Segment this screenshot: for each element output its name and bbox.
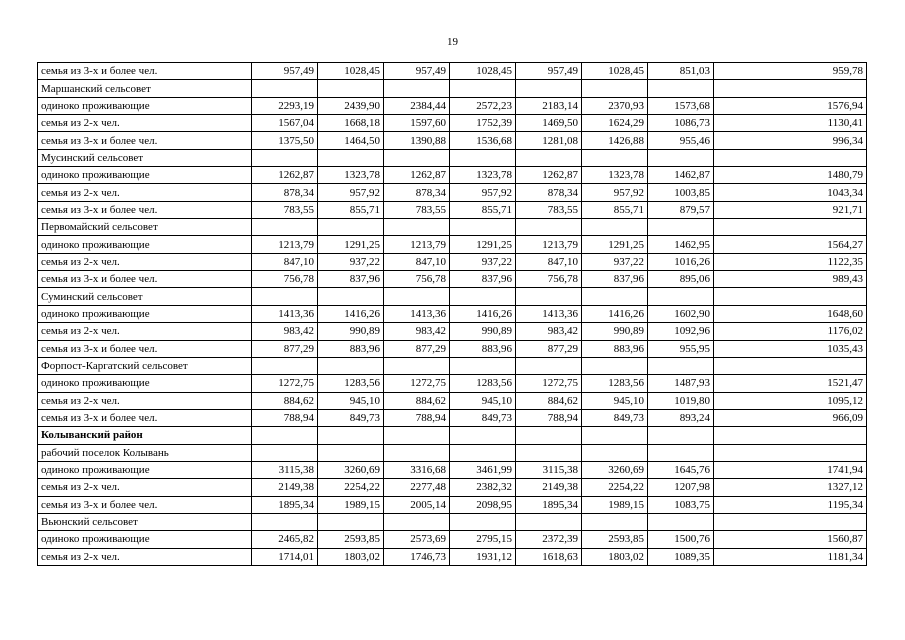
row-label: семья из 3-х и более чел. <box>38 271 252 288</box>
value-cell: 847,10 <box>384 253 450 270</box>
value-cell: 2573,69 <box>384 531 450 548</box>
value-cell: 1746,73 <box>384 548 450 565</box>
value-cell <box>582 357 648 374</box>
section-label: рабочий поселок Колывань <box>38 444 252 461</box>
value-cell: 1500,76 <box>648 531 714 548</box>
value-cell: 957,49 <box>516 63 582 80</box>
table-row <box>38 97 867 114</box>
value-cell: 990,89 <box>582 323 648 340</box>
value-cell: 1122,35 <box>714 253 867 270</box>
row-label: одиноко проживающие <box>38 97 252 114</box>
value-cell: 2254,22 <box>582 479 648 496</box>
value-cell: 1323,78 <box>450 167 516 184</box>
value-cell: 1645,76 <box>648 461 714 478</box>
value-cell <box>582 149 648 166</box>
value-cell: 783,55 <box>516 201 582 218</box>
value-cell: 937,22 <box>582 253 648 270</box>
value-cell: 2183,14 <box>516 97 582 114</box>
value-cell: 2149,38 <box>252 479 318 496</box>
value-cell: 1648,60 <box>714 305 867 322</box>
value-cell <box>648 149 714 166</box>
value-cell <box>648 219 714 236</box>
value-cell: 983,42 <box>384 323 450 340</box>
value-cell: 788,94 <box>516 409 582 426</box>
value-cell <box>450 427 516 444</box>
value-cell: 990,89 <box>318 323 384 340</box>
value-cell <box>450 149 516 166</box>
value-cell: 3461,99 <box>450 461 516 478</box>
value-cell: 1272,75 <box>384 375 450 392</box>
value-cell: 1291,25 <box>318 236 384 253</box>
value-cell: 879,57 <box>648 201 714 218</box>
row-label: семья из 2-х чел. <box>38 184 252 201</box>
value-cell: 837,96 <box>450 271 516 288</box>
value-cell: 1741,94 <box>714 461 867 478</box>
value-cell <box>318 288 384 305</box>
value-cell: 1028,45 <box>450 63 516 80</box>
value-cell: 2465,82 <box>252 531 318 548</box>
value-cell <box>582 513 648 530</box>
value-cell <box>252 149 318 166</box>
row-label: семья из 3-х и более чел. <box>38 201 252 218</box>
value-cell <box>450 357 516 374</box>
value-cell: 2293,19 <box>252 97 318 114</box>
row-label: семья из 2-х чел. <box>38 253 252 270</box>
value-cell: 2439,90 <box>318 97 384 114</box>
section-label: Маршанский сельсовет <box>38 80 252 97</box>
value-cell: 1413,36 <box>516 305 582 322</box>
value-cell <box>582 80 648 97</box>
value-cell <box>714 288 867 305</box>
value-cell: 847,10 <box>516 253 582 270</box>
value-cell: 849,73 <box>450 409 516 426</box>
value-cell: 1016,26 <box>648 253 714 270</box>
value-cell: 756,78 <box>516 271 582 288</box>
value-cell: 2593,85 <box>318 531 384 548</box>
value-cell: 855,71 <box>318 201 384 218</box>
value-cell <box>516 80 582 97</box>
value-cell: 1272,75 <box>516 375 582 392</box>
value-cell: 989,43 <box>714 271 867 288</box>
value-cell <box>318 149 384 166</box>
value-cell: 955,95 <box>648 340 714 357</box>
row-label: одиноко проживающие <box>38 167 252 184</box>
table-row <box>38 271 867 288</box>
value-cell: 783,55 <box>252 201 318 218</box>
value-cell <box>450 513 516 530</box>
table-row <box>38 201 867 218</box>
row-label: семья из 2-х чел. <box>38 115 252 132</box>
row-label: семья из 3-х и более чел. <box>38 409 252 426</box>
value-cell: 1130,41 <box>714 115 867 132</box>
value-cell: 1668,18 <box>318 115 384 132</box>
value-cell <box>450 288 516 305</box>
table-body <box>38 63 867 566</box>
value-cell: 2372,39 <box>516 531 582 548</box>
value-cell: 884,62 <box>252 392 318 409</box>
table-row <box>38 132 867 149</box>
value-cell: 2005,14 <box>384 496 450 513</box>
value-cell <box>582 444 648 461</box>
value-cell: 1291,25 <box>450 236 516 253</box>
table-row <box>38 548 867 565</box>
value-cell: 2593,85 <box>582 531 648 548</box>
value-cell: 990,89 <box>450 323 516 340</box>
table-row <box>38 253 867 270</box>
value-cell <box>714 444 867 461</box>
value-cell: 788,94 <box>252 409 318 426</box>
value-cell: 2254,22 <box>318 479 384 496</box>
value-cell: 1602,90 <box>648 305 714 322</box>
value-cell <box>318 513 384 530</box>
value-cell: 1207,98 <box>648 479 714 496</box>
value-cell <box>252 427 318 444</box>
value-cell: 788,94 <box>384 409 450 426</box>
value-cell: 937,22 <box>318 253 384 270</box>
value-cell: 1462,87 <box>648 167 714 184</box>
value-cell: 1390,88 <box>384 132 450 149</box>
value-cell: 1092,96 <box>648 323 714 340</box>
value-cell: 1624,29 <box>582 115 648 132</box>
value-cell: 855,71 <box>582 201 648 218</box>
value-cell: 877,29 <box>384 340 450 357</box>
value-cell: 1752,39 <box>450 115 516 132</box>
value-cell <box>516 288 582 305</box>
value-cell: 1416,26 <box>450 305 516 322</box>
table-section-row <box>38 427 867 444</box>
value-cell: 3260,69 <box>582 461 648 478</box>
value-cell <box>318 427 384 444</box>
value-cell: 1283,56 <box>318 375 384 392</box>
value-cell: 1597,60 <box>384 115 450 132</box>
value-cell: 1560,87 <box>714 531 867 548</box>
value-cell: 883,96 <box>450 340 516 357</box>
value-cell: 983,42 <box>516 323 582 340</box>
value-cell: 877,29 <box>516 340 582 357</box>
value-cell: 1003,85 <box>648 184 714 201</box>
table-section-row <box>38 80 867 97</box>
value-cell <box>714 80 867 97</box>
value-cell: 1618,63 <box>516 548 582 565</box>
value-cell: 1176,02 <box>714 323 867 340</box>
value-cell: 1262,87 <box>384 167 450 184</box>
value-cell <box>516 513 582 530</box>
value-cell: 1536,68 <box>450 132 516 149</box>
value-cell <box>450 444 516 461</box>
value-cell: 3260,69 <box>318 461 384 478</box>
value-cell: 945,10 <box>450 392 516 409</box>
value-cell <box>516 149 582 166</box>
table-section-row <box>38 288 867 305</box>
value-cell <box>384 219 450 236</box>
value-cell: 1931,12 <box>450 548 516 565</box>
row-label: семья из 2-х чел. <box>38 392 252 409</box>
value-cell <box>648 288 714 305</box>
value-cell <box>252 513 318 530</box>
value-cell: 1413,36 <box>252 305 318 322</box>
value-cell: 878,34 <box>516 184 582 201</box>
value-cell: 1262,87 <box>252 167 318 184</box>
value-cell: 1195,34 <box>714 496 867 513</box>
value-cell <box>516 357 582 374</box>
value-cell <box>648 444 714 461</box>
value-cell: 1464,50 <box>318 132 384 149</box>
value-cell: 957,92 <box>318 184 384 201</box>
row-label: одиноко проживающие <box>38 461 252 478</box>
value-cell: 2572,23 <box>450 97 516 114</box>
value-cell: 1262,87 <box>516 167 582 184</box>
value-cell <box>252 80 318 97</box>
value-cell <box>516 427 582 444</box>
section-label: Первомайский сельсовет <box>38 219 252 236</box>
value-cell <box>384 444 450 461</box>
value-cell: 1323,78 <box>318 167 384 184</box>
value-cell: 1028,45 <box>318 63 384 80</box>
row-label: семья из 2-х чел. <box>38 548 252 565</box>
value-cell: 957,92 <box>582 184 648 201</box>
value-cell <box>384 357 450 374</box>
value-cell: 966,09 <box>714 409 867 426</box>
value-cell: 955,46 <box>648 132 714 149</box>
value-cell <box>714 149 867 166</box>
value-cell: 1564,27 <box>714 236 867 253</box>
value-cell: 2795,15 <box>450 531 516 548</box>
value-cell: 1083,75 <box>648 496 714 513</box>
table-row <box>38 184 867 201</box>
value-cell: 837,96 <box>582 271 648 288</box>
table-row <box>38 340 867 357</box>
value-cell <box>384 513 450 530</box>
row-label: семья из 3-х и более чел. <box>38 132 252 149</box>
value-cell: 837,96 <box>318 271 384 288</box>
value-cell <box>318 80 384 97</box>
value-cell: 957,49 <box>384 63 450 80</box>
value-cell: 957,92 <box>450 184 516 201</box>
value-cell <box>582 288 648 305</box>
value-cell: 884,62 <box>516 392 582 409</box>
value-cell <box>384 80 450 97</box>
value-cell: 756,78 <box>252 271 318 288</box>
value-cell: 849,73 <box>582 409 648 426</box>
value-cell: 847,10 <box>252 253 318 270</box>
value-cell <box>714 427 867 444</box>
value-cell: 1895,34 <box>516 496 582 513</box>
value-cell: 855,71 <box>450 201 516 218</box>
table-row <box>38 305 867 322</box>
value-cell: 1086,73 <box>648 115 714 132</box>
value-cell <box>318 444 384 461</box>
value-cell <box>648 357 714 374</box>
value-cell: 1803,02 <box>582 548 648 565</box>
value-cell: 1283,56 <box>582 375 648 392</box>
table-section-row <box>38 357 867 374</box>
value-cell: 1327,12 <box>714 479 867 496</box>
row-label: семья из 3-х и более чел. <box>38 496 252 513</box>
value-cell: 1462,95 <box>648 236 714 253</box>
section-label: Вьюнский сельсовет <box>38 513 252 530</box>
table-row <box>38 496 867 513</box>
row-label: одиноко проживающие <box>38 305 252 322</box>
value-cell: 1028,45 <box>582 63 648 80</box>
value-cell: 1487,93 <box>648 375 714 392</box>
value-cell: 937,22 <box>450 253 516 270</box>
value-cell: 1989,15 <box>318 496 384 513</box>
value-cell: 2370,93 <box>582 97 648 114</box>
value-cell: 883,96 <box>582 340 648 357</box>
value-cell <box>516 444 582 461</box>
table-row <box>38 236 867 253</box>
value-cell: 1480,79 <box>714 167 867 184</box>
value-cell <box>384 149 450 166</box>
value-cell <box>648 427 714 444</box>
value-cell <box>384 427 450 444</box>
row-label: семья из 3-х и более чел. <box>38 340 252 357</box>
value-cell: 1416,26 <box>582 305 648 322</box>
table-row <box>38 323 867 340</box>
value-cell: 1413,36 <box>384 305 450 322</box>
table-row <box>38 115 867 132</box>
value-cell <box>648 513 714 530</box>
section-label: Суминский сельсовет <box>38 288 252 305</box>
value-cell: 849,73 <box>318 409 384 426</box>
value-cell: 3115,38 <box>252 461 318 478</box>
section-label: Колыванский район <box>38 427 252 444</box>
value-cell: 2382,32 <box>450 479 516 496</box>
table-row <box>38 531 867 548</box>
value-cell: 1469,50 <box>516 115 582 132</box>
value-cell: 1272,75 <box>252 375 318 392</box>
table-section-row <box>38 513 867 530</box>
table-row <box>38 63 867 80</box>
value-cell: 959,78 <box>714 63 867 80</box>
value-cell: 1714,01 <box>252 548 318 565</box>
value-cell <box>384 288 450 305</box>
value-cell: 1281,08 <box>516 132 582 149</box>
table-section-row <box>38 444 867 461</box>
table-row <box>38 392 867 409</box>
table-row <box>38 375 867 392</box>
value-cell <box>450 219 516 236</box>
value-cell <box>252 357 318 374</box>
value-cell: 996,34 <box>714 132 867 149</box>
value-cell: 1803,02 <box>318 548 384 565</box>
cost-table <box>37 62 867 566</box>
value-cell <box>318 219 384 236</box>
value-cell: 2149,38 <box>516 479 582 496</box>
value-cell: 3316,68 <box>384 461 450 478</box>
row-label: одиноко проживающие <box>38 236 252 253</box>
value-cell: 756,78 <box>384 271 450 288</box>
value-cell: 3115,38 <box>516 461 582 478</box>
row-label: семья из 2-х чел. <box>38 323 252 340</box>
value-cell: 1181,34 <box>714 548 867 565</box>
value-cell: 783,55 <box>384 201 450 218</box>
table-row <box>38 461 867 478</box>
value-cell: 2384,44 <box>384 97 450 114</box>
table-row <box>38 409 867 426</box>
value-cell: 1043,34 <box>714 184 867 201</box>
value-cell: 1035,43 <box>714 340 867 357</box>
value-cell <box>714 219 867 236</box>
value-cell: 1573,68 <box>648 97 714 114</box>
value-cell <box>582 219 648 236</box>
value-cell <box>516 219 582 236</box>
value-cell: 1291,25 <box>582 236 648 253</box>
value-cell: 945,10 <box>318 392 384 409</box>
value-cell: 1576,94 <box>714 97 867 114</box>
value-cell <box>252 288 318 305</box>
value-cell: 1567,04 <box>252 115 318 132</box>
value-cell: 1416,26 <box>318 305 384 322</box>
value-cell: 1019,80 <box>648 392 714 409</box>
value-cell: 893,24 <box>648 409 714 426</box>
value-cell: 983,42 <box>252 323 318 340</box>
row-label: семья из 3-х и более чел. <box>38 63 252 80</box>
value-cell: 895,06 <box>648 271 714 288</box>
value-cell: 1283,56 <box>450 375 516 392</box>
value-cell: 2277,48 <box>384 479 450 496</box>
value-cell: 1426,88 <box>582 132 648 149</box>
value-cell: 957,49 <box>252 63 318 80</box>
row-label: одиноко проживающие <box>38 375 252 392</box>
table-section-row <box>38 149 867 166</box>
value-cell: 878,34 <box>252 184 318 201</box>
value-cell: 1095,12 <box>714 392 867 409</box>
value-cell: 1895,34 <box>252 496 318 513</box>
value-cell: 1989,15 <box>582 496 648 513</box>
value-cell: 945,10 <box>582 392 648 409</box>
value-cell <box>318 357 384 374</box>
value-cell: 1323,78 <box>582 167 648 184</box>
value-cell <box>714 513 867 530</box>
table-row <box>38 479 867 496</box>
row-label: одиноко проживающие <box>38 531 252 548</box>
value-cell: 1213,79 <box>252 236 318 253</box>
section-label: Мусинский сельсовет <box>38 149 252 166</box>
row-label: семья из 2-х чел. <box>38 479 252 496</box>
value-cell <box>252 219 318 236</box>
value-cell <box>648 80 714 97</box>
value-cell: 2098,95 <box>450 496 516 513</box>
value-cell <box>714 357 867 374</box>
value-cell: 921,71 <box>714 201 867 218</box>
value-cell <box>450 80 516 97</box>
value-cell: 883,96 <box>318 340 384 357</box>
value-cell: 851,03 <box>648 63 714 80</box>
value-cell: 1521,47 <box>714 375 867 392</box>
value-cell: 877,29 <box>252 340 318 357</box>
table-section-row <box>38 219 867 236</box>
value-cell: 1213,79 <box>516 236 582 253</box>
table-row <box>38 167 867 184</box>
value-cell: 878,34 <box>384 184 450 201</box>
value-cell: 1213,79 <box>384 236 450 253</box>
page-number: 19 <box>447 36 458 48</box>
value-cell: 884,62 <box>384 392 450 409</box>
section-label: Форпост-Каргатский сельсовет <box>38 357 252 374</box>
value-cell: 1375,50 <box>252 132 318 149</box>
value-cell <box>252 444 318 461</box>
value-cell: 1089,35 <box>648 548 714 565</box>
value-cell <box>582 427 648 444</box>
